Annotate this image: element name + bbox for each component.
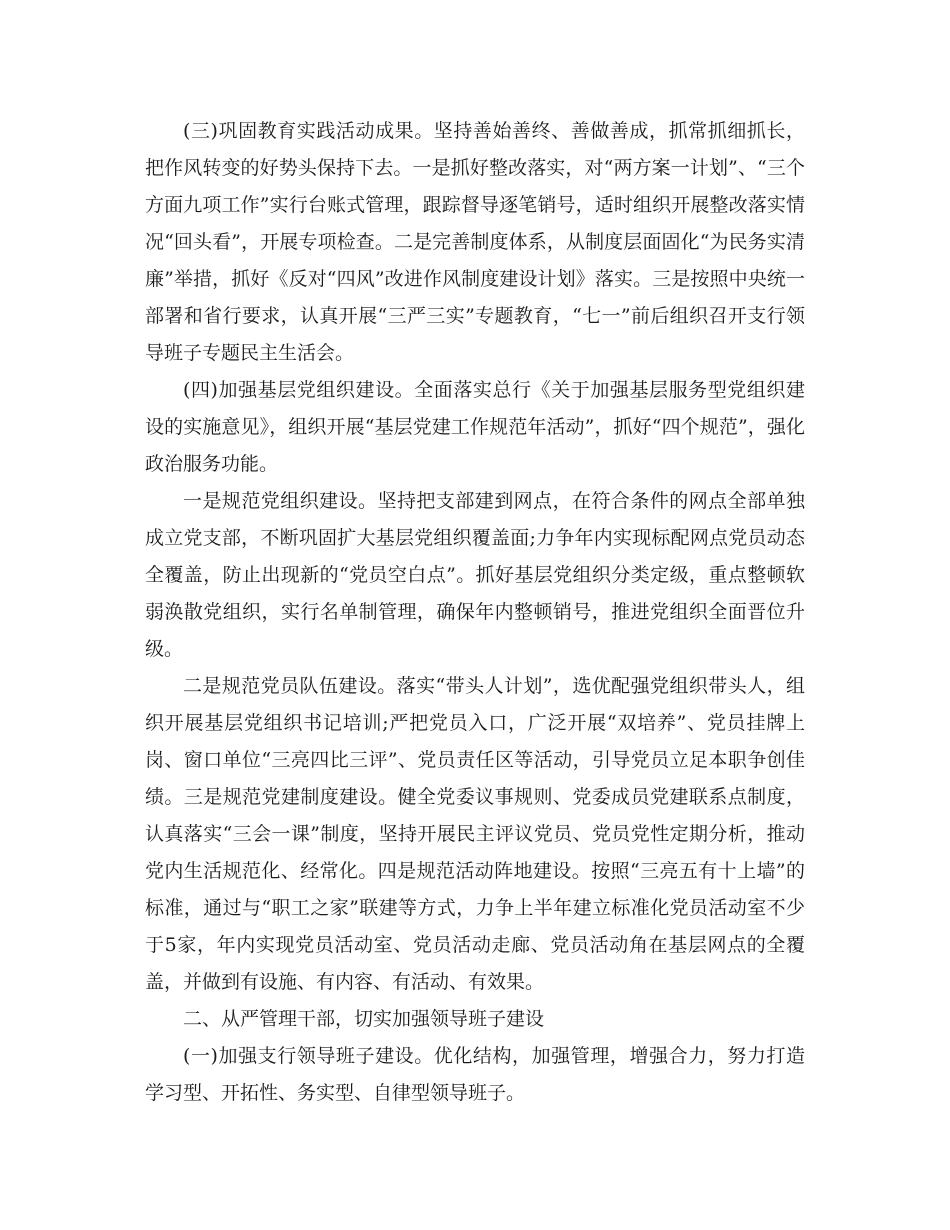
paragraph-party-member-team: 二是规范党员队伍建设。落实“带头人计划”，选优配强党组织带头人，组织开展基层党组织书记培训;严把党员入口，广泛开展“双培养”、党员挂牌上岗、窗口单位“三亮四比三评”、党员责任区等活动，引导党员立足本职争创佳绩。三是规范党建制度建设。健全党委议事规则、党委成员党建联系点制度，认真落实“三会一课”制度，坚持开展民主评议党员、党员党性定期分析，推动党内生活规范化、经常化。四是规范活动阵地建设。按照“三亮五有十上墙”的标准，通过与“职工之家”联建等方式，力争上半年建立标准化党员活动室不少于5家，年内实现党员活动室、党员活动走廊、党员活动角在基层网点的全覆盖，并做到有设施、有内容、有活动、有效果。	[145, 675, 805, 993]
paragraph-party-organization-standard: 一是规范党组织建设。坚持把支部建到网点，在符合条件的网点全部单独成立党支部，不断巩固扩大基层党组织覆盖面;力争年内实现标配网点党员动态全覆盖，防止出现新的“党员空白点”。抓好基层党组织分类定级，重点整顿软弱涣散党组织，实行名单制管理，确保年内整顿销号，推进党组织全面晋位升级。	[145, 490, 805, 660]
document-page	[145, 113, 805, 1112]
paragraph-leadership-team: (一)加强支行领导班子建设。优化结构，加强管理，增强合力，努力打造学习型、开拓性、务实型、自律型领导班子。	[145, 1045, 805, 1104]
paragraph-consolidate-education: (三)巩固教育实践活动成果。坚持善始善终、善做善成，抓常抓细抓长，把作风转变的好势头保持下去。一是抓好整改落实，对“两方案一计划”、“三个方面九项工作”实行台账式管理，跟踪督导逐笔销号，适时组织开展整改落实情况“回头看”，开展专项检查。二是完善制度体系，从制度层面固化“为民务实清廉”举措，抓好《反对“四风”改进作风制度建设计划》落实。三是按照中央统一部署和省行要求，认真开展“三严三实”专题教育，“七一”前后组织召开支行领导班子专题民主生活会。	[145, 120, 805, 364]
paragraph-grassroots-party-building: (四)加强基层党组织建设。全面落实总行《关于加强基层服务型党组织建设的实施意见》，组织开展“基层党建工作规范年活动”，抓好“四个规范”，强化政治服务功能。	[145, 379, 805, 475]
section-heading-cadre-management: 二、从严管理干部，切实加强领导班子建设	[183, 1008, 545, 1030]
